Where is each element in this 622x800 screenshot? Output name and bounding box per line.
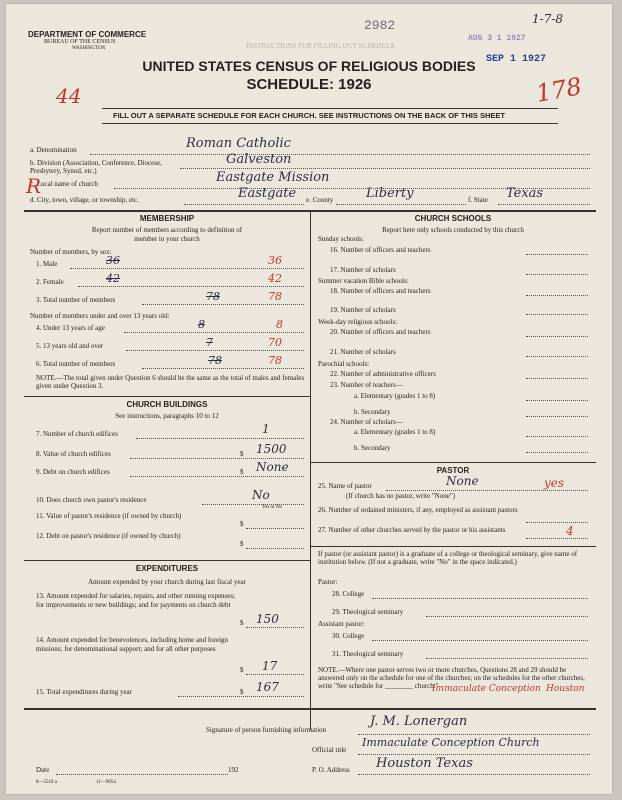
state-value: Texas — [506, 186, 544, 201]
pastor-sub-label: Pastor: — [318, 578, 338, 586]
q29-label: 29. Theological seminary — [332, 608, 404, 616]
dept-label: DEPARTMENT OF COMMERCE — [28, 30, 147, 39]
q24b-label: b. Secondary — [354, 444, 391, 452]
graduate-note: If pastor (or assistant pastor) is a graduate of a college or theological seminary, give name of institution below. (If not a graduate, write "No" in the space indicated.) — [318, 550, 578, 566]
q9-value: None — [256, 460, 289, 474]
sunday-label: Sunday schools: — [318, 235, 364, 243]
q23b-label: b. Secondary — [354, 408, 391, 416]
schools-sub: Report here only schools conducted by this church — [382, 226, 524, 234]
state-label: f. State — [468, 196, 488, 204]
pastor-heading: PASTOR — [436, 466, 470, 475]
q16-label: 16. Number of officers and teachers — [330, 246, 431, 254]
q15-value: 167 — [256, 680, 279, 694]
backprint-text: INSTRUCTIONS FOR FILLING OUT SCHEDULE — [246, 42, 396, 50]
city-label: WASHINGTON — [72, 46, 106, 51]
q13-value: 150 — [256, 612, 279, 626]
q3-value: 78 — [268, 290, 282, 303]
q5-value: 70 — [268, 336, 282, 349]
q19-label: 19. Number of scholars — [330, 306, 396, 314]
q20-label: 20. Number of officers and teachers — [330, 328, 431, 336]
expenditures-sub: Amount expended by your church during last fiscal year — [88, 578, 246, 586]
official-title-label: Official title — [312, 746, 347, 754]
county-value: Liberty — [366, 186, 414, 201]
print-number: 11—9054 — [96, 780, 116, 785]
q14-label: 14. Amount expended for benevolences, including home and foreign missions; for denominational support; and for all other purposes — [36, 636, 229, 653]
q12-label: 12. Debt on pastor's residence (if owned by church) — [36, 532, 181, 540]
schools-heading: CHURCH SCHOOLS — [414, 214, 492, 223]
q7-value: 1 — [262, 422, 270, 436]
parochial-label: Parochial schools: — [318, 360, 370, 368]
local-name-value: Eastgate Mission — [216, 170, 330, 185]
pastor-note: NOTE.—Where one pastor serves two or more churches, Questions 28 and 29 should be answered only on the schedule for one of the churches; on the schedules for the other churches, write "See schedule for ________ church." — [318, 666, 585, 690]
q8-value: 1500 — [256, 442, 287, 456]
q26-label: 26. Number of ordained ministers, if any, employed as assistant pastors — [318, 506, 518, 514]
division-label: b. Division (Association, Conference, Diocese, Presbytery, Synod, etc.) — [30, 159, 162, 175]
q11-label: 11. Value of pastor's residence (if owned by church) — [36, 512, 182, 520]
q7-label: 7. Number of church edifices — [36, 430, 118, 438]
q6-first-value: 78 — [208, 354, 222, 367]
q6-label: 6. Total number of members — [36, 360, 116, 368]
q4-value: 8 — [276, 318, 283, 331]
q10-hint: Yes or No — [262, 505, 283, 510]
date-code: 1-7-8 — [532, 12, 564, 26]
local-name-label: c. Local name of church — [30, 180, 98, 188]
q14-value: 17 — [262, 659, 278, 673]
form-number: 8—5518 a — [36, 780, 57, 785]
q3-first-value: 78 — [206, 290, 220, 303]
q24a-label: a. Elementary (grades 1 to 8) — [354, 428, 436, 436]
q9-dollar: $ — [240, 468, 244, 476]
q21-label: 21. Number of scholars — [330, 348, 396, 356]
left-margin-mark: 44 — [56, 84, 82, 108]
q8-dollar: $ — [240, 450, 244, 458]
q10-value: No — [252, 488, 270, 502]
city-field-label: d. City, town, village, or township, etc. — [30, 196, 139, 204]
division-value: Galveston — [226, 152, 292, 167]
note-church-fill: Immaculate Conception — [432, 684, 541, 694]
received-stamp-1: AUG 3 1 1927 — [468, 34, 526, 43]
note-side-fill: Houston — [546, 684, 585, 694]
q15-dollar: $ — [240, 688, 244, 696]
signature-label: Signature of person furnishing information — [206, 726, 327, 734]
q5-first-value: 7 — [206, 336, 213, 349]
q25-check-mark: yes — [544, 476, 565, 490]
q14-dollar: $ — [240, 666, 244, 674]
schedule-title: SCHEDULE: 1926 — [246, 76, 372, 93]
q1-value: 36 — [268, 254, 282, 267]
city-value: Eastgate — [238, 186, 297, 201]
q23a-label: a. Elementary (grades 1 to 8) — [354, 392, 436, 400]
date-label: Date — [36, 766, 50, 774]
membership-sub-1: Report number of members according to definition of — [91, 226, 243, 234]
q8-label: 8. Value of church edifices — [36, 450, 111, 458]
form-title: UNITED STATES CENSUS OF RELIGIOUS BODIES — [142, 58, 476, 74]
q2-first-value: 42 — [106, 272, 120, 285]
q1-first-value: 36 — [106, 254, 120, 267]
q13-dollar: $ — [240, 619, 244, 627]
q27-label: 27. Number of other churches served by the pastor or his assistants — [318, 526, 506, 534]
age-header: Number of members under and over 13 years old: — [30, 312, 170, 320]
schedule-number: 2982 — [364, 18, 396, 33]
q15-label: 15. Total expenditures during year — [36, 688, 132, 696]
q31-label: 31. Theological seminary — [332, 650, 404, 658]
membership-note: NOTE.—The total given under Question 6 should be the same as the total of males and females given under Question 3. — [36, 374, 305, 390]
q24-label: 24. Number of scholars— — [330, 418, 403, 426]
q25-label: 25. Name of pastor — [318, 482, 372, 490]
q27-value: 4 — [566, 524, 574, 538]
q25-note: (If church has no pastor, write "None") — [346, 492, 456, 500]
official-title-value: Immaculate Conception Church — [362, 736, 540, 749]
q6-value: 78 — [268, 354, 282, 367]
q2-label: 2. Female — [36, 278, 64, 286]
q4-first-value: 8 — [198, 318, 205, 331]
buildings-sub: See instructions, paragraphs 10 to 12 — [115, 412, 219, 420]
q2-value: 42 — [268, 272, 282, 285]
weekday-label: Week-day religious schools: — [318, 318, 398, 326]
q12-dollar: $ — [240, 540, 244, 548]
denomination-value: Roman Catholic — [186, 136, 291, 151]
q1-label: 1. Male — [36, 260, 58, 268]
q30-label: 30. College — [332, 632, 365, 640]
right-margin-mark: 178 — [533, 72, 584, 108]
census-schedule-sheet — [6, 4, 612, 794]
county-label: e. County — [306, 196, 334, 204]
q5-label: 5. 13 years old and over — [36, 342, 104, 350]
membership-heading: MEMBERSHIP — [139, 214, 195, 223]
q13-label: 13. Amount expended for salaries, repairs, and other running expenses; for improvements or new buildings; and for payments on church debt — [36, 592, 236, 609]
separate-schedule-instruction: FILL OUT A SEPARATE SCHEDULE FOR EACH CHURCH. SEE INSTRUCTIONS ON THE BACK OF THIS SHEET — [113, 111, 505, 120]
q3-label: 3. Total number of members — [36, 296, 116, 304]
buildings-heading: CHURCH BUILDINGS — [126, 400, 208, 409]
q10-label: 10. Does church own pastor's residence — [36, 496, 147, 504]
signature-value: J. M. Lonergan — [370, 714, 468, 729]
assistant-sub-label: Assistant pastor: — [318, 620, 365, 628]
q18-label: 18. Number of officers and teachers — [330, 287, 431, 295]
address-value: Houston Texas — [376, 756, 473, 771]
date-year: 192 — [228, 766, 239, 774]
r-margin-mark: R — [26, 174, 42, 198]
expenditures-heading: EXPENDITURES — [135, 564, 199, 573]
q23-label: 23. Number of teachers— — [330, 381, 403, 389]
q17-label: 17. Number of scholars — [330, 266, 396, 274]
q4-label: 4. Under 13 years of age — [36, 324, 105, 332]
address-label: P. O. Address — [312, 766, 350, 774]
summer-label: Summer vacation Bible schools: — [318, 277, 409, 285]
q11-dollar: $ — [240, 520, 244, 528]
q28-label: 28. College — [332, 590, 365, 598]
membership-sub-2: member in your church — [134, 235, 200, 243]
by-sex-label: Number of members, by sex: — [30, 248, 112, 256]
bureau-label: BUREAU OF THE CENSUS — [44, 39, 116, 45]
q9-label: 9. Debt on church edifices — [36, 468, 110, 476]
denomination-label: a. Denomination — [30, 146, 77, 154]
q22-label: 22. Number of administrative officers — [330, 370, 436, 378]
q25-value: None — [446, 474, 479, 488]
received-stamp-2: SEP 1 1927 — [486, 54, 547, 65]
